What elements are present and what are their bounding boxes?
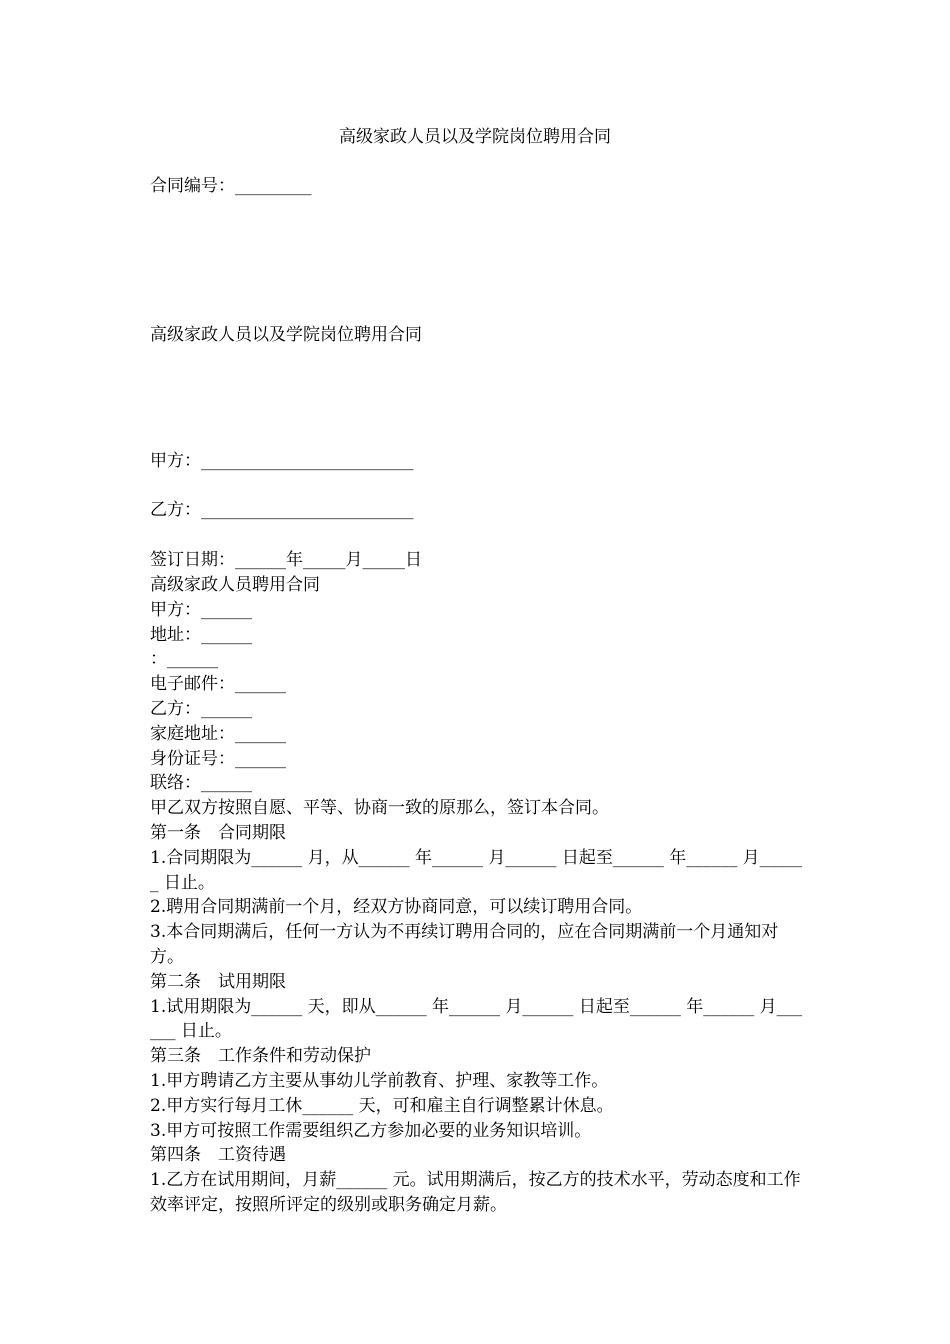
body-paragraph: 乙方：______ xyxy=(150,698,252,719)
body-paragraph: 3.本合同期满后，任何一方认为不再续订聘用合同的，应在合同期满前一个月通知对方。 xyxy=(150,922,779,967)
body-heading: 高级家政人员聘用合同 xyxy=(150,575,320,595)
body-paragraph: 地址：______ xyxy=(150,624,252,645)
body-paragraph: 1.甲方聘请乙方主要从事幼儿学前教育、护理、家教等工作。 xyxy=(150,1070,609,1091)
body-paragraph: 1.合同期限为______ 月，从______ 年______ 月______ 日起至______ 年______ 月______ 日止。 xyxy=(150,847,803,893)
contract-body xyxy=(150,573,810,1218)
party-b-line: 乙方：_________________________ xyxy=(150,500,414,520)
sign-date-line: 签订日期：______年_____月_____日 xyxy=(150,550,422,570)
document-title: 高级家政人员以及学院岗位聘用合同 xyxy=(339,127,611,147)
article-heading: 第三条 工作条件和劳动保护 xyxy=(150,1046,371,1067)
body-paragraph: 2.甲方实行每月工休______ 天，可和雇主自行调整累计休息。 xyxy=(150,1095,614,1116)
body-paragraph: 1.试用期限为______ 天，即从______ 年______ 月______ 日起至______ 年______ 月______ 日止。 xyxy=(150,996,803,1042)
body-paragraph: 家庭地址：______ xyxy=(150,723,286,744)
body-paragraph: 3.甲方可按照工作需要组织乙方参加必要的业务知识培训。 xyxy=(150,1120,592,1141)
article-heading: 第二条 试用期限 xyxy=(150,971,286,992)
cover-title: 高级家政人员以及学院岗位聘用合同 xyxy=(150,325,422,345)
body-paragraph: 甲乙双方按照自愿、平等、协商一致的原那么，签订本合同。 xyxy=(150,798,609,819)
body-paragraph: 2.聘用合同期满前一个月，经双方协商同意，可以续订聘用合同。 xyxy=(150,897,643,918)
party-a-line: 甲方：_________________________ xyxy=(150,451,414,471)
body-paragraph: 电子邮件：______ xyxy=(150,674,286,695)
body-paragraph: 甲方：______ xyxy=(150,599,252,620)
contract-number-line: 合同编号：_________ xyxy=(150,176,312,196)
article-heading: 第四条 工资待遇 xyxy=(150,1145,286,1166)
body-paragraph: 联络：______ xyxy=(150,773,252,794)
article-heading: 第一条 合同期限 xyxy=(150,822,286,843)
body-paragraph: 1.乙方在试用期间，月薪______ 元。试用期满后，按乙方的技术水平，劳动态度和工作效率评定，按照所评定的级别或职务确定月薪。 xyxy=(150,1170,801,1215)
body-paragraph: 身份证号：______ xyxy=(150,748,286,769)
body-paragraph: ：______ xyxy=(150,649,218,670)
